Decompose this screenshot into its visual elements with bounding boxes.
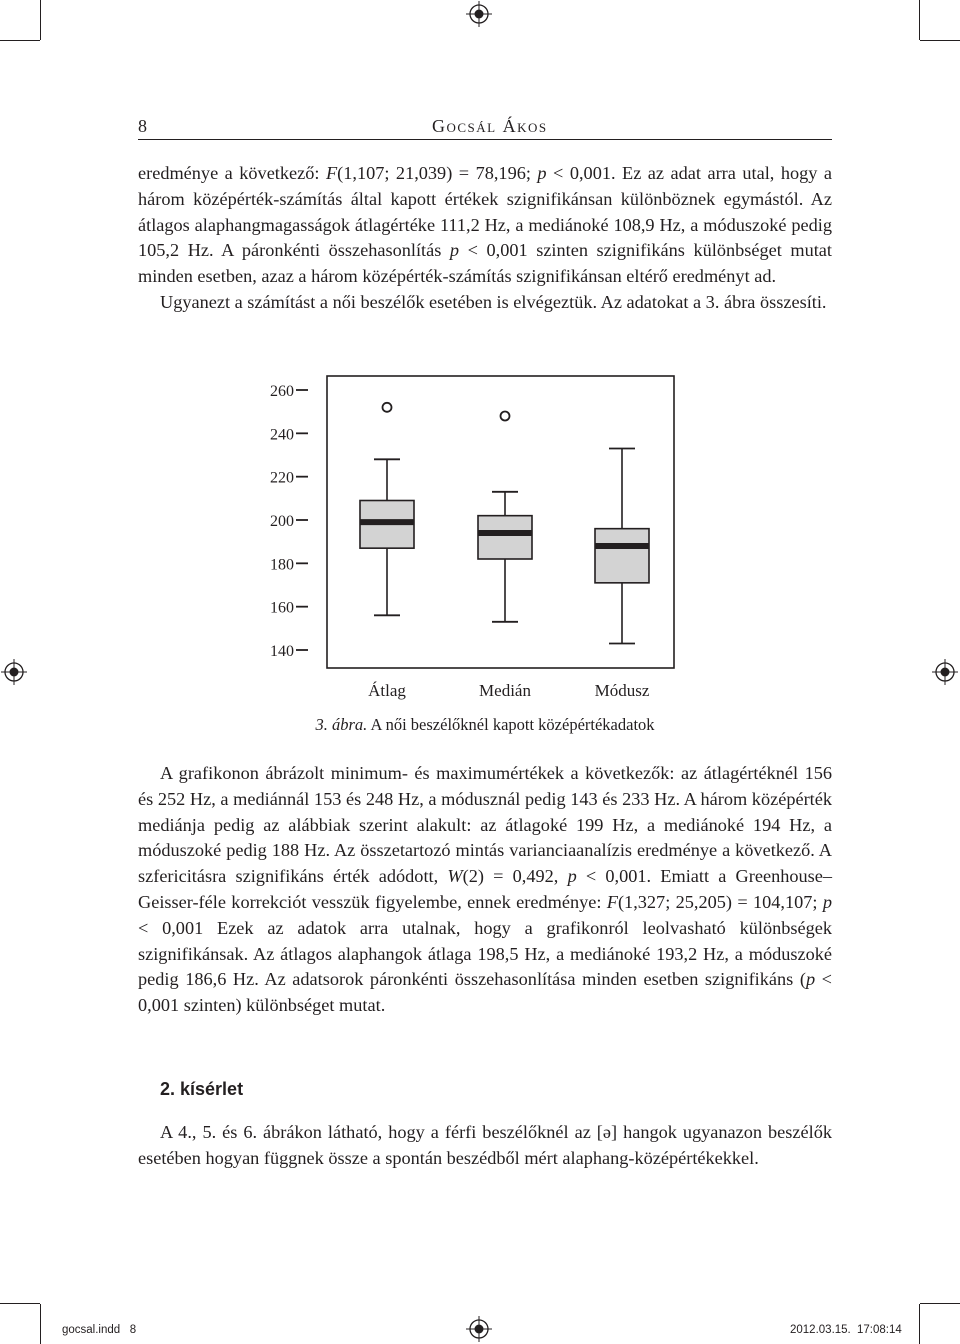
figure-caption bbox=[138, 715, 832, 735]
running-title: Gocsál Ákos bbox=[432, 116, 548, 136]
registration-mark-icon bbox=[466, 1316, 492, 1342]
figure-caption-text: A női beszélőknél kapott középértékadatok bbox=[367, 715, 655, 734]
registration-mark-icon bbox=[466, 1, 492, 27]
figure-caption-label: 3. ábra. bbox=[315, 715, 368, 734]
x-category-label: Módusz bbox=[594, 681, 650, 700]
body-paragraph-3: A 4., 5. és 6. ábrákon látható, hogy a férfi beszélőknél az [ə] hangok ugyanazon beszélők esetében hogyan függnek össze a spontán beszédből mért alaphang-középértékekkel. bbox=[138, 1122, 832, 1168]
crop-mark bbox=[40, 1304, 41, 1344]
crop-mark bbox=[920, 40, 960, 41]
body-paragraph-2: A grafikonon ábrázolt minimum- és maximumértékek a következők: az átlagértéknél 156 és 252 Hz, a mediánnál 153 és 248 Hz, a módusznál pedig 143 és 233 Hz. A három középérték mediánja pedig az alábbiak szerint alakult: az átlagoké 199 Hz, a mediánoké 194 Hz, a móduszoké pedig 188 Hz. Az összetartozó mintás varianciaanalízis eredménye a következő. A szfericitásra szignifikáns érték adódott, W(2) = 0,492, p < 0,001. Emiatt a Greenhouse–Geisser-féle korrekciót vesszük figyelembe, ennek eredménye: F(1,327; 25,205) = 104,107; p < 0,001 Ezek az adatok arra utalnak, hogy a grafikonról leolvasható különbségek szignifikánsak. Az átlagos alaphangok átlaga 198,5 Hz, a mediánoké 193,2 Hz, a móduszoké pedig 186,6 Hz. Az adatsorok páronkénti összehasonlítása minden esetben szignifikáns (p < 0,001 szinten) különbséget mutat. bbox=[138, 763, 833, 1016]
y-tick-label: 180 bbox=[270, 556, 294, 574]
crop-mark bbox=[0, 1303, 40, 1304]
y-tick-label: 160 bbox=[270, 599, 294, 617]
footer-file: gocsal.indd 8 bbox=[62, 1324, 137, 1336]
crop-mark bbox=[920, 1303, 960, 1304]
outlier-point bbox=[501, 412, 510, 421]
crop-mark bbox=[919, 0, 920, 40]
y-tick-label: 220 bbox=[270, 469, 294, 487]
outlier-point bbox=[383, 403, 392, 412]
plot-frame bbox=[327, 376, 674, 668]
box-medián bbox=[478, 516, 532, 559]
registration-mark-icon bbox=[1, 659, 27, 685]
x-category-label: Medián bbox=[479, 681, 531, 700]
y-tick-label: 140 bbox=[270, 643, 294, 660]
x-category-label: Átlag bbox=[368, 681, 406, 700]
body-paragraph-1: eredménye a következő: F(1,107; 21,039) = 78,196; p < 0,001. Ez az adat arra utal, hogy a három középérték-számítás által kapott értékek szignifikánsan különböznek egymástól. Az átlagos alaphangmagasságok átlagértéke 111,2 Hz, a mediánoké 108,9 Hz, a móduszoké pedig 105,2 Hz. A páronkénti összehasonlítás p < 0,001 szinten szignifikáns különbséget mutat minden esetben, azaz a három középérték-számítás szignifikánsan eltérő eredményt ad. Ugyanezt a számítást a női beszélők esetében is elvégeztük. Az adatokat a 3. ábra összesíti. bbox=[138, 163, 832, 312]
registration-mark-icon bbox=[932, 659, 958, 685]
box-átlag bbox=[360, 501, 414, 549]
box-módusz bbox=[595, 529, 649, 583]
header-rule bbox=[138, 139, 832, 140]
y-tick-label: 260 bbox=[270, 383, 294, 400]
crop-mark bbox=[919, 1304, 920, 1344]
crop-mark bbox=[40, 0, 41, 40]
footer-time: 17:08:14 bbox=[857, 1324, 902, 1336]
crop-mark bbox=[0, 40, 40, 41]
page-number: 8 bbox=[138, 116, 147, 136]
y-tick-label: 200 bbox=[270, 513, 294, 530]
section-heading: 2. kísérlet bbox=[160, 1079, 244, 1099]
y-tick-label: 240 bbox=[270, 426, 294, 444]
footer-date: 2012.03.15. bbox=[790, 1324, 851, 1336]
